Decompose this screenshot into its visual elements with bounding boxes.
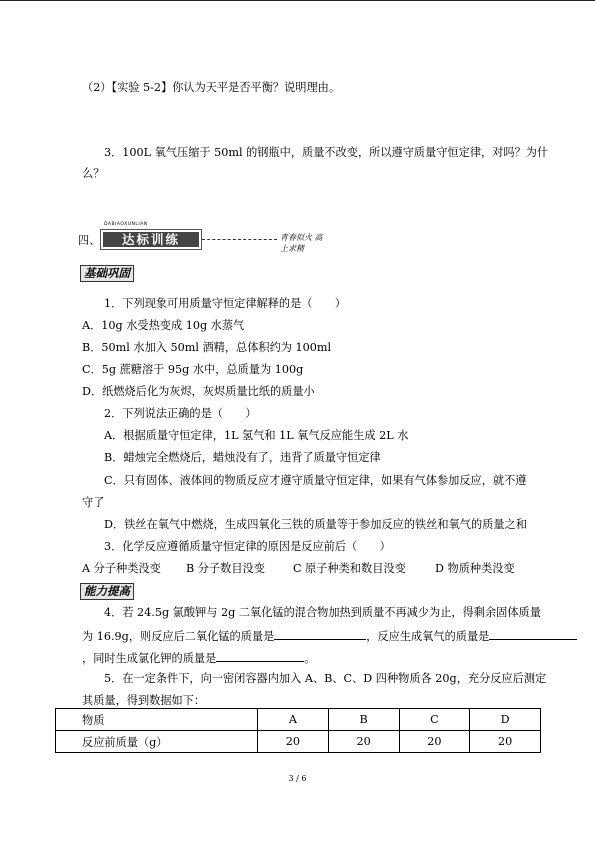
page-number: 3 / 6 [288, 774, 307, 783]
answer-blank-kcl[interactable] [216, 650, 304, 662]
question-3-option-d: D 物质种类没变 [435, 562, 515, 575]
table-header-row [56, 709, 541, 731]
question-4-text-d: 。 [304, 652, 316, 665]
table-cell: 反应前质量（g） [56, 731, 258, 753]
table-header-cell: D [470, 709, 541, 731]
question-5-line-1: 5．在一定条件下，向一密闭容器内加入 A、B、C、D 四种物质各 20g，充分反应后测定 [104, 672, 547, 685]
question-3-line-2: 么？ [82, 167, 105, 180]
question-1-option-d: D．纸燃烧后化为灰烬，灰烬质量比纸的质量小 [82, 385, 315, 398]
table-cell: 20 [328, 731, 399, 753]
question-5-line-2: 其质量，得到数据如下： [82, 694, 206, 707]
table-header-cell: A [258, 709, 329, 731]
question-1-option-a: A．10g 水受热变成 10g 水蒸气 [82, 319, 245, 332]
table-cell: 20 [470, 731, 541, 753]
question-3-option-c: C 原子种类和数目没变 [293, 562, 406, 575]
section-banner [78, 222, 328, 253]
question-3-line-1: 3．100L 氧气压缩于 50ml 的钢瓶中，质量不改变，所以遵守质量守恒定律，对吗？为什 [104, 146, 549, 159]
banner-dash-line [202, 239, 277, 240]
question-2-option-c-cont: 守了 [82, 496, 105, 509]
question-2-option-d: D．铁丝在氧气中燃烧，生成四氧化三铁的质量等于参加反应的铁丝和氧气的质量之和 [104, 518, 527, 531]
question-2-stem: 2．下列说法正确的是（ ） [104, 407, 257, 420]
question-2-sub: （2）【实验 5-2】你认为天平是否平衡？说明理由。 [82, 81, 341, 94]
table-header-cell: C [399, 709, 470, 731]
question-1-option-b: B．50ml 水加入 50ml 酒精，总体积约为 100ml [82, 341, 332, 354]
banner-slogan: 青春似火 高上求精 [280, 233, 323, 253]
question-3-option-b: B 分子数目没变 [186, 562, 265, 575]
question-1-option-c: C．5g 蔗糖溶于 95g 水中，总质量为 100g [82, 363, 304, 376]
question-1-stem: 1．下列现象可用质量守恒定律解释的是（ ） [104, 297, 347, 310]
question-4-text-a: 为 16.9g，则反应后二氧化锰的质量是 [82, 630, 275, 643]
table-header-cell: 物质 [56, 709, 258, 731]
table-header-cell: B [328, 709, 399, 731]
answer-blank-oxygen[interactable] [489, 628, 577, 640]
nengli-label: 能力提高 [80, 583, 134, 600]
question-2-option-a: A．根据质量守恒定律，1L 氢气和 1L 氧气反应能生成 2L 水 [104, 429, 409, 442]
question-4-line-3 [82, 650, 315, 666]
answer-blank-mno2[interactable] [274, 628, 366, 640]
table-cell: 20 [258, 731, 329, 753]
question-4-line-2 [82, 628, 577, 644]
table-row [56, 731, 541, 753]
question-4-text-c: ，同时生成氯化钾的质量是 [82, 652, 217, 665]
question-3-option-a: A 分子种类没变 [82, 562, 161, 575]
table-cell: 20 [399, 731, 470, 753]
question-2-option-b: B．蜡烛完全燃烧后，蜡烛没有了，违背了质量守恒定律 [104, 451, 381, 464]
banner-title: 达标训练 [103, 232, 199, 247]
section-number: 四、 [78, 234, 101, 247]
page-top-rule [0, 0, 595, 1]
mass-data-table [55, 708, 541, 753]
question-2-option-c: C．只有固体、液体间的物质反应才遵守质量守恒定律，如果有气体参加反应，就不遵 [104, 474, 527, 487]
question-3-stem: 3．化学反应遵循质量守恒定律的原因是反应前后（ ） [104, 540, 391, 553]
banner-title-box [100, 229, 202, 250]
banner-pinyin: DABIAOXUNLIAN [104, 222, 148, 227]
question-4-line-1: 4．若 24.5g 氯酸钾与 2g 二氧化锰的混合物加热到质量不再减少为止，得剩余固体质量 [104, 606, 541, 619]
jichu-label: 基础巩固 [80, 265, 134, 282]
question-4-text-b: ，反应生成氧气的质量是 [366, 630, 490, 643]
